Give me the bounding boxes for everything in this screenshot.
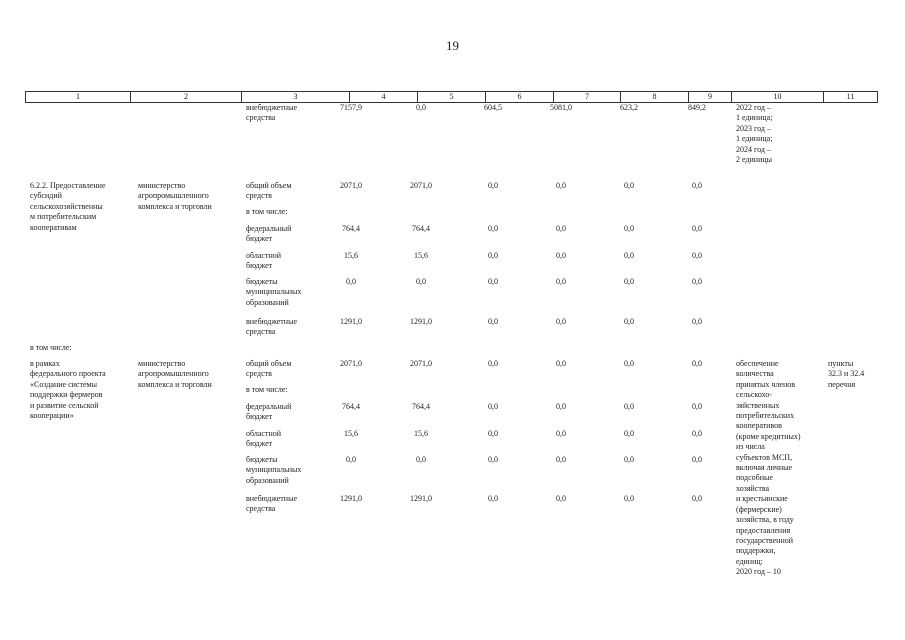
executor: министерство агропромышленного комплекса и торговли bbox=[138, 359, 212, 389]
funding-value: 1291,0 bbox=[340, 317, 362, 326]
funding-value: 0,0 bbox=[624, 181, 634, 190]
funding-value: 0,0 bbox=[346, 277, 356, 286]
funding-value: 1291,0 bbox=[410, 494, 432, 503]
source-label: общий объем средств bbox=[246, 181, 292, 201]
funding-value: 0,0 bbox=[692, 224, 702, 233]
source-label: общий объем средств bbox=[246, 359, 292, 379]
extrabudget-value: 5081,0 bbox=[550, 103, 572, 112]
source-label: в том числе: bbox=[246, 207, 288, 216]
funding-value: 0,0 bbox=[488, 402, 498, 411]
funding-value: 0,0 bbox=[556, 494, 566, 503]
source-label: бюджеты муниципальных образований bbox=[246, 277, 302, 307]
funding-value: 1291,0 bbox=[410, 317, 432, 326]
funding-value: 15,6 bbox=[414, 251, 428, 260]
funding-value: 0,0 bbox=[692, 277, 702, 286]
funding-value: 0,0 bbox=[692, 494, 702, 503]
extrabudget-value: 7157,9 bbox=[340, 103, 362, 112]
extrabudget-value: 0,0 bbox=[416, 103, 426, 112]
funding-value: 0,0 bbox=[416, 277, 426, 286]
funding-value: 0,0 bbox=[488, 429, 498, 438]
header-col-5: 5 bbox=[417, 92, 485, 102]
funding-value: 0,0 bbox=[624, 317, 634, 326]
funding-value: 764,4 bbox=[412, 402, 430, 411]
funding-value: 0,0 bbox=[488, 277, 498, 286]
funding-value: 15,6 bbox=[414, 429, 428, 438]
header-col-3: 3 bbox=[241, 92, 349, 102]
source-label: внебюджетные средства bbox=[246, 494, 297, 514]
funding-value: 0,0 bbox=[488, 494, 498, 503]
including-label: в том числе: bbox=[30, 343, 72, 352]
funding-value: 0,0 bbox=[692, 455, 702, 464]
funding-value: 0,0 bbox=[692, 317, 702, 326]
source-label: бюджеты муниципальных образований bbox=[246, 455, 302, 485]
funding-value: 0,0 bbox=[556, 181, 566, 190]
funding-value: 764,4 bbox=[412, 224, 430, 233]
funding-value: 15,6 bbox=[344, 429, 358, 438]
funding-value: 0,0 bbox=[488, 455, 498, 464]
funding-value: 764,4 bbox=[342, 224, 360, 233]
funding-value: 0,0 bbox=[692, 402, 702, 411]
header-col-2: 2 bbox=[130, 92, 241, 102]
funding-value: 0,0 bbox=[624, 251, 634, 260]
funding-value: 0,0 bbox=[346, 455, 356, 464]
funding-value: 0,0 bbox=[556, 402, 566, 411]
funding-value: 0,0 bbox=[488, 224, 498, 233]
header-col-4: 4 bbox=[349, 92, 417, 102]
funding-value: 0,0 bbox=[624, 224, 634, 233]
funding-value: 0,0 bbox=[624, 277, 634, 286]
activity-name: в рамках федерального проекта «Создание системы поддержки фермеров и развитие сельской кооперации» bbox=[30, 359, 106, 421]
funding-value: 1291,0 bbox=[340, 494, 362, 503]
funding-value: 0,0 bbox=[556, 224, 566, 233]
header-col-11: 11 bbox=[823, 92, 878, 102]
source-label: внебюджетные средства bbox=[246, 103, 297, 123]
header-col-9: 9 bbox=[688, 92, 731, 102]
funding-value: 2071,0 bbox=[340, 181, 362, 190]
source-label: федеральный бюджет bbox=[246, 224, 292, 244]
table-header bbox=[25, 91, 878, 103]
funding-value: 0,0 bbox=[488, 317, 498, 326]
result-indicator: 2022 год – 1 единица; 2023 год – 1 единица; 2024 год – 2 единицы bbox=[736, 103, 773, 165]
funding-value: 0,0 bbox=[416, 455, 426, 464]
result-indicator: обеспечение количества принятых членов сельскохо- зяйственных потребительских кооперативов (кроме кредитных) из числа субъектов МСП, включая личные подсобные хозяйства и крестьянские (фермерские) хозяйства, в году предоставления государственной поддержки, единиц: 2020 год – 10 bbox=[736, 359, 801, 577]
activity-name: 6.2.2. Предоставление субсидий сельскохозяйственны м потребительским кооперативам bbox=[30, 181, 106, 232]
source-label: внебюджетные средства bbox=[246, 317, 297, 337]
funding-value: 0,0 bbox=[556, 429, 566, 438]
funding-value: 0,0 bbox=[624, 359, 634, 368]
funding-value: 0,0 bbox=[556, 251, 566, 260]
header-col-7: 7 bbox=[553, 92, 620, 102]
funding-value: 0,0 bbox=[488, 181, 498, 190]
funding-value: 0,0 bbox=[624, 402, 634, 411]
funding-value: 0,0 bbox=[692, 429, 702, 438]
funding-value: 0,0 bbox=[692, 181, 702, 190]
extrabudget-value: 849,2 bbox=[688, 103, 706, 112]
funding-value: 0,0 bbox=[692, 251, 702, 260]
funding-value: 0,0 bbox=[488, 251, 498, 260]
funding-value: 0,0 bbox=[556, 455, 566, 464]
funding-value: 2071,0 bbox=[410, 359, 432, 368]
funding-value: 0,0 bbox=[624, 494, 634, 503]
funding-value: 0,0 bbox=[488, 359, 498, 368]
header-col-10: 10 bbox=[731, 92, 823, 102]
extrabudget-value: 604,5 bbox=[484, 103, 502, 112]
header-col-8: 8 bbox=[620, 92, 688, 102]
funding-value: 0,0 bbox=[624, 429, 634, 438]
extrabudget-value: 623,2 bbox=[620, 103, 638, 112]
funding-value: 764,4 bbox=[342, 402, 360, 411]
funding-value: 0,0 bbox=[624, 455, 634, 464]
reference: пункты 32.3 и 32.4 перечня bbox=[828, 359, 865, 389]
funding-value: 2071,0 bbox=[410, 181, 432, 190]
page-number: 19 bbox=[446, 38, 459, 53]
source-label: федеральный бюджет bbox=[246, 402, 292, 422]
funding-value: 15,6 bbox=[344, 251, 358, 260]
header-col-6: 6 bbox=[485, 92, 553, 102]
source-label: областной бюджет bbox=[246, 429, 282, 449]
executor: министерство агропромышленного комплекса и торговли bbox=[138, 181, 212, 211]
funding-value: 0,0 bbox=[556, 317, 566, 326]
source-label: в том числе: bbox=[246, 385, 288, 394]
source-label: областной бюджет bbox=[246, 251, 282, 271]
funding-value: 0,0 bbox=[692, 359, 702, 368]
funding-value: 0,0 bbox=[556, 277, 566, 286]
funding-value: 2071,0 bbox=[340, 359, 362, 368]
header-col-1: 1 bbox=[25, 92, 130, 102]
funding-value: 0,0 bbox=[556, 359, 566, 368]
